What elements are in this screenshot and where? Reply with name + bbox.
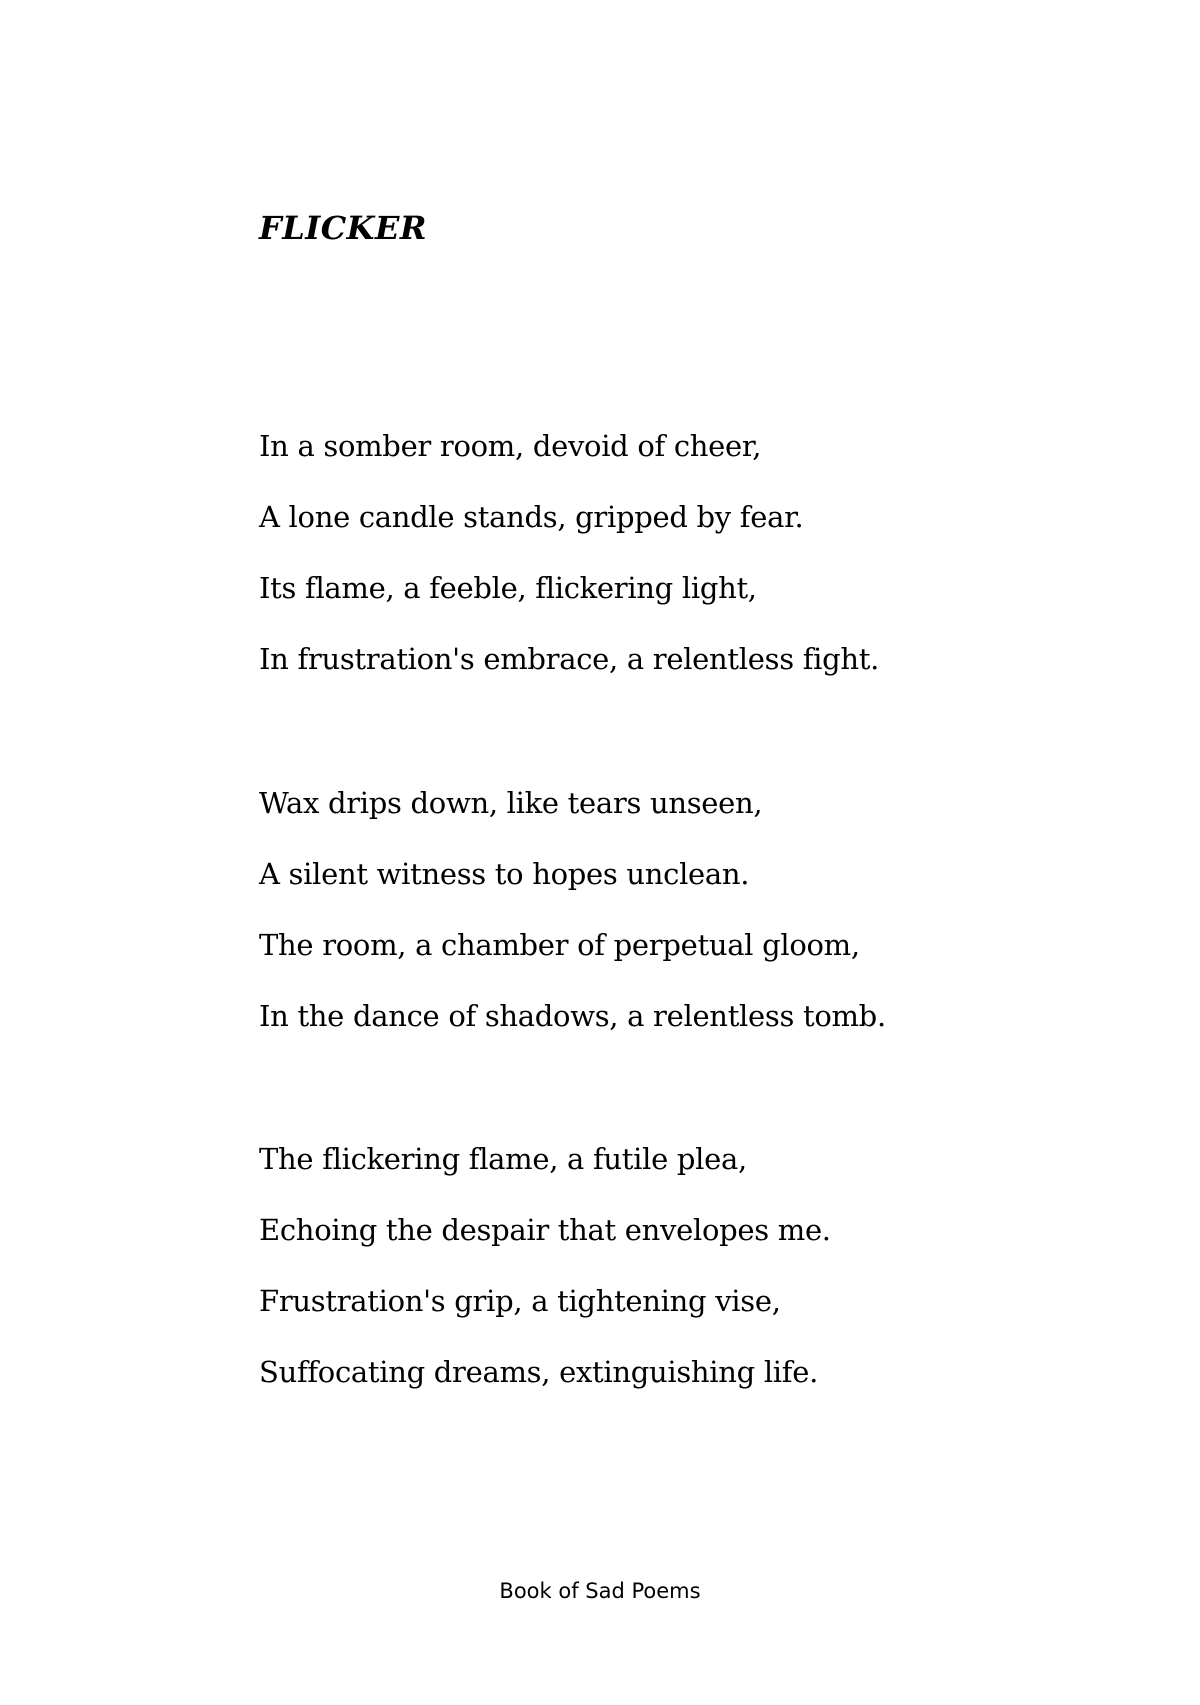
poem-line: Its flame, a feeble, flickering light, [259, 571, 757, 605]
poem-line: In frustration's embrace, a relentless fight. [259, 642, 880, 676]
poem-line: A silent witness to hopes unclean. [259, 857, 750, 891]
poem-line: Echoing the despair that envelopes me. [259, 1213, 831, 1247]
poem-line: Frustration's grip, a tightening vise, [259, 1284, 781, 1318]
poem-line: In the dance of shadows, a relentless tomb. [259, 999, 886, 1033]
poem-line: In a somber room, devoid of cheer, [259, 429, 762, 463]
poem-line: Suffocating dreams, extinguishing life. [259, 1355, 818, 1389]
stanza-1 [259, 426, 879, 710]
poem-line: A lone candle stands, gripped by fear. [259, 500, 804, 534]
poem-title: FLICKER [259, 209, 427, 247]
poem-line: The flickering flame, a futile plea, [259, 1142, 747, 1176]
poem-line: The room, a chamber of perpetual gloom, [259, 928, 860, 962]
stanza-2 [259, 783, 886, 1067]
stanza-3 [259, 1139, 831, 1423]
page-footer: Book of Sad Poems [499, 1579, 701, 1603]
poem-line: Wax drips down, like tears unseen, [259, 786, 763, 820]
